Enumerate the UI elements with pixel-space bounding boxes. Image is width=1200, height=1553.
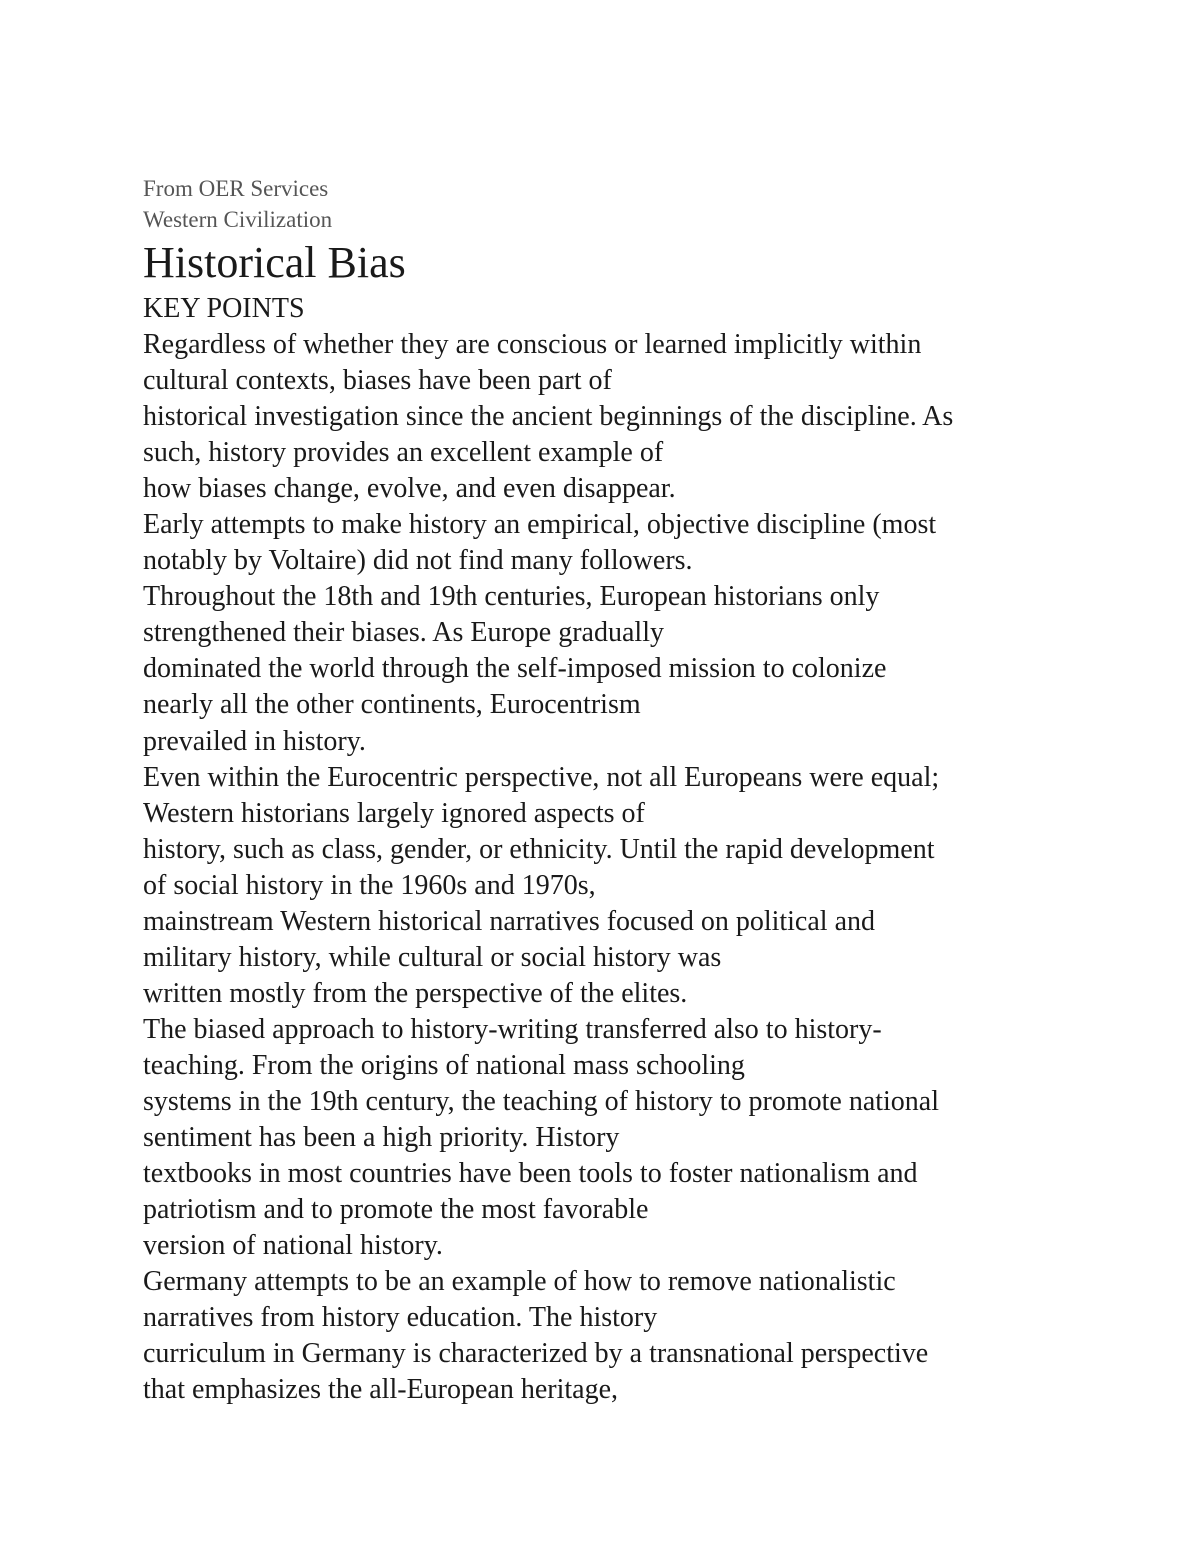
body-line: curriculum in Germany is characterized by a transnational perspective [143, 1338, 929, 1370]
body-line: historical investigation since the ancient beginnings of the discipline. As [143, 401, 954, 433]
body-line: sentiment has been a high priority. History [143, 1122, 620, 1154]
body-line: strengthened their biases. As Europe gradually [143, 617, 664, 649]
body-line: version of national history. [143, 1230, 443, 1262]
body-line: The biased approach to history-writing transferred also to history- [143, 1013, 882, 1045]
body-line: mainstream Western historical narratives focused on political and [143, 905, 875, 937]
body-line: narratives from history education. The history [143, 1302, 658, 1334]
body-line: Germany attempts to be an example of how to remove nationalistic [143, 1266, 896, 1298]
body-line: how biases change, evolve, and even disappear. [143, 473, 676, 505]
document-page [143, 173, 1143, 1408]
page-title: Historical Bias [143, 238, 406, 287]
key-points-heading: KEY POINTS [143, 293, 305, 324]
course-line: Western Civilization [143, 207, 333, 232]
body-line: written mostly from the perspective of the elites. [143, 977, 688, 1009]
body-line: Regardless of whether they are conscious or learned implicitly within [143, 329, 922, 360]
body-line: of social history in the 1960s and 1970s, [143, 869, 596, 901]
body-line: dominated the world through the self-imposed mission to colonize [143, 653, 887, 685]
body-line: Western historians largely ignored aspects of [143, 797, 645, 829]
body-line: Early attempts to make history an empirical, objective discipline (most [143, 509, 937, 541]
body-line: history, such as class, gender, or ethnicity. Until the rapid development [143, 833, 935, 865]
body-line: that emphasizes the all-European heritage, [143, 1374, 619, 1406]
body-text [143, 327, 1143, 1408]
body-line: Even within the Eurocentric perspective, not all Europeans were equal; [143, 761, 940, 793]
body-line: such, history provides an excellent example of [143, 437, 664, 469]
body-line: textbooks in most countries have been tools to foster nationalism and [143, 1158, 918, 1190]
body-line: notably by Voltaire) did not find many followers. [143, 545, 693, 577]
body-line: prevailed in history. [143, 725, 366, 757]
body-line: nearly all the other continents, Eurocentrism [143, 689, 641, 721]
body-line: patriotism and to promote the most favorable [143, 1194, 649, 1226]
body-line: cultural contexts, biases have been part of [143, 365, 612, 397]
body-line: teaching. From the origins of national mass schooling [143, 1049, 745, 1081]
source-line: From OER Services [143, 176, 329, 201]
body-line: systems in the 19th century, the teaching of history to promote national [143, 1085, 940, 1117]
body-line: military history, while cultural or social history was [143, 941, 722, 973]
body-line: Throughout the 18th and 19th centuries, European historians only [143, 581, 880, 613]
